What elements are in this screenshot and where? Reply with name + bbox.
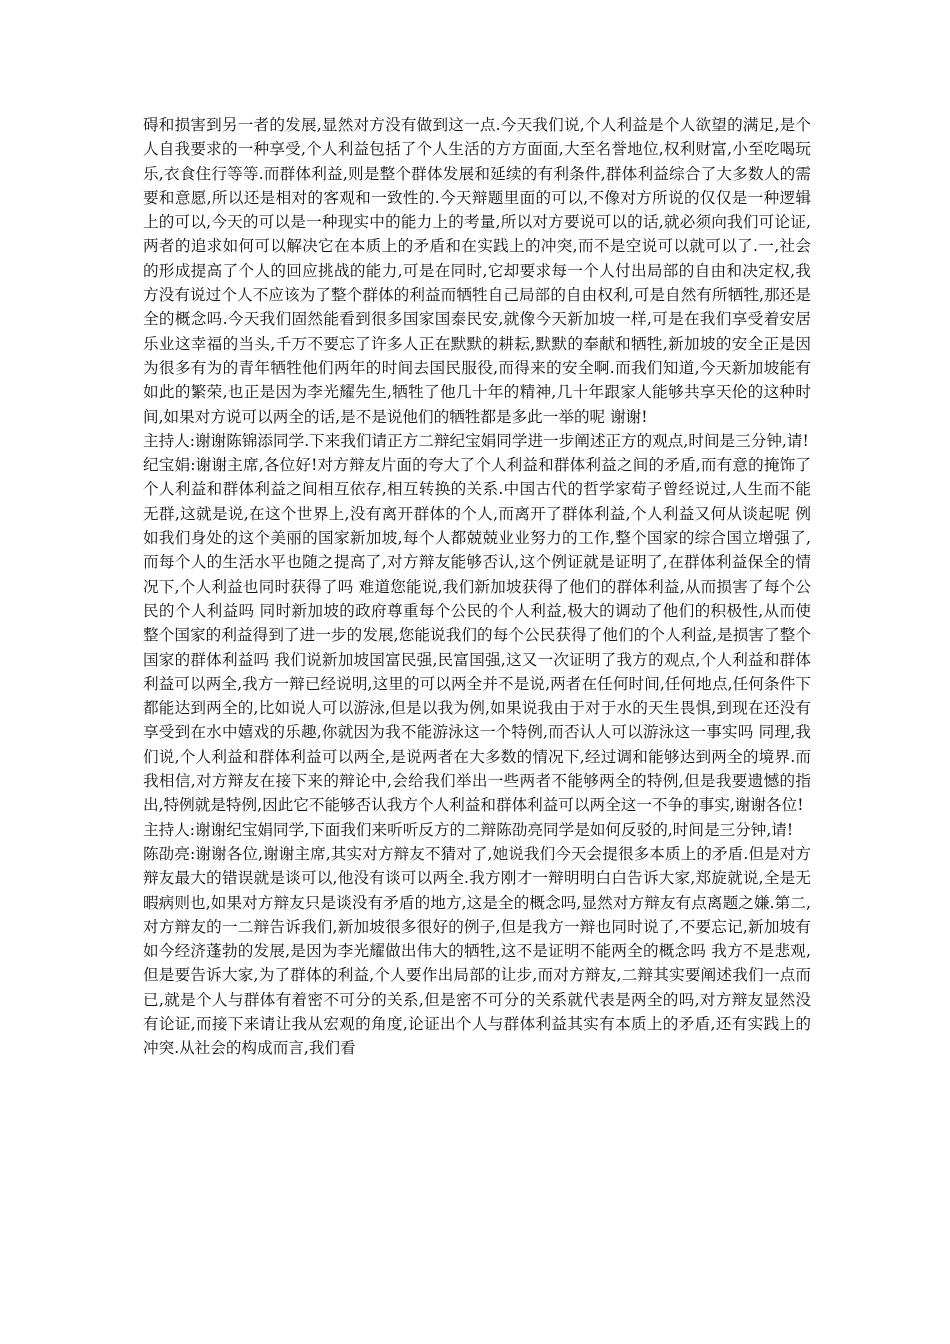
paragraph-ji-baojuan-speech: 纪宝娟:谢谢主席,各位好!对方辩友片面的夸大了个人利益和群体利益之间的矛盾,而有意的掩饰了个人利益和群体利益之间相互依存,相互转换的关系.中国古代的哲学家荀子曾经说过,人生而不能无群,这就是说,在这个世界上,没有离开群体的个人,而离开了群体利益,个人利益又何从谈起呢 例如我们身处的这个美丽的国家新加坡,每个人都兢兢业业努力的工作,整个国家的综合国立增强了,而每个人的生活水平也随之提高了,对方辩友能够否认,这个例证就是证明了,在群体利益保全的情况下,个人利益也同时获得了吗 难道您能说,我们新加坡获得了他们的群体利益,从而损害了每个公民的个人利益吗 同时新加坡的政府尊重每个公民的个人利益,极大的调动了他们的积极性,从而使整个国家的利益得到了进一步的发展,您能说我们的每个公民获得了他们的个人利益,是损害了整个国家的群体利益吗 我们说新加坡国富民强,民富国强,这又一次证明了我方的观点,个人利益和群体利益可以两全,我方一辩已经说明,这里的可以两全并不是说,两者在任何时间,任何地点,任何条件下都能达到两全的,比如说人可以游泳,但是以我为例,如果说我由于对于水的天生畏惧,到现在还没有享受到在水中嬉戏的乐趣,你就因为我不能游泳这一个特例,而否认人可以游泳这一事实吗 同理,我们说,个人利益和群体利益可以两全,是说两者在大多数的情况下,经过调和能够达到两全的境界.而我相信,对方辩友在接下来的辩论中,会给我们举出一些两者不能够两全的特例,但是我要遗憾的指出,特例就是特例,因此它不能够否认我方个人利益和群体利益可以两全这一不争的事实,谢谢各位! <box>143 456 811 815</box>
paragraph-chen-shaoliang-speech: 陈劭亮:谢谢各位,谢谢主席,其实对方辩友不猜对了,她说我们今天会提很多本质上的矛盾.但是对方辩友最大的错误就是谈可以,他没有谈可以两全.我方刚才一辩明明白白告诉大家,郑旋就说,全是无暇病则也,如果对方辩友只是谈没有矛盾的地方,这是全的概念吗,显然对方辩友有点离题之嫌.第二,对方辩友的一二辩告诉我们,新加坡很多很好的例子,但是我方一辩也同时说了,不要忘记,新加坡有如今经济蓬勃的发展,是因为李光耀做出伟大的牺牲,这不是证明不能两全的概念吗 我方不是悲观,但是要告诉大家,为了群体的利益,个人要作出局部的让步,而对方辩友,二辩其实要阐述我们一点而已,就是个人与群体有着密不可分的关系,但是密不可分的关系就代表是两全的吗,对方辩友显然没有论证,而接下来请让我从宏观的角度,论证出个人与群体利益其实有本质上的矛盾,还有实践上的冲突.从社会的构成而言,我们看 <box>143 844 811 1058</box>
paragraph-host-intro-chen: 主持人:谢谢纪宝娟同学,下面我们来听听反方的二辩陈劭亮同学是如何反驳的,时间是三分钟,请! <box>143 820 794 839</box>
paragraph-previous-speech: 碍和损害到另一者的发展,显然对方没有做到这一点.今天我们说,个人利益是个人欲望的满足,是个人自我要求的一种享受,个人利益包括了个人生活的方方面面,大至名誉地位,权利财富,小至吃喝玩乐,衣食住行等等.而群体利益,则是整个群体发展和延续的有利条件,群体利益综合了大多数人的需要和意愿,所以还是相对的客观和一致性的.今天辩题里面的可以,不像对方所说的仅仅是一种逻辑上的可以,今天的可以是一种现实中的能力上的考量,所以对方要说可以的话,就必须向我们可论证,两者的追求如何可以解决它在本质上的矛盾和在实践上的冲突,而不是空说可以就可以了.一,社会的形成提高了个人的回应挑战的能力,可是在同时,它却要求每一个人付出局部的自由和决定权,我方没有说过个人不应该为了整个群体的利益而牺牲自己局部的自由权利,可是自然有所牺牲,那还是全的概念吗.今天我们固然能看到很多国家国泰民安,就像今天新加坡一样,可是在我们享受着安居乐业这幸福的当头,千万不要忘了许多人正在默默的耕耘,默默的奉献和牺牲,新加坡的安全正是因为很多有为的青年牺牲他们两年的时间去国民服役,而得来的安全啊.而我们知道,今天新加坡能有如此的繁荣,也正是因为李光耀先生,牺牲了他几十年的精神,几十年跟家人能够共享天伦的这种时间,如果对方说可以两全的话,是不是说他们的牺牲都是多此一举的呢 谢谢! <box>143 116 811 426</box>
document-body <box>143 113 811 1061</box>
paragraph-host-intro-ji: 主持人:谢谢陈锦添同学.下来我们请正方二辩纪宝娟同学进一步阐述正方的观点,时间是三分钟,请! <box>143 431 809 450</box>
